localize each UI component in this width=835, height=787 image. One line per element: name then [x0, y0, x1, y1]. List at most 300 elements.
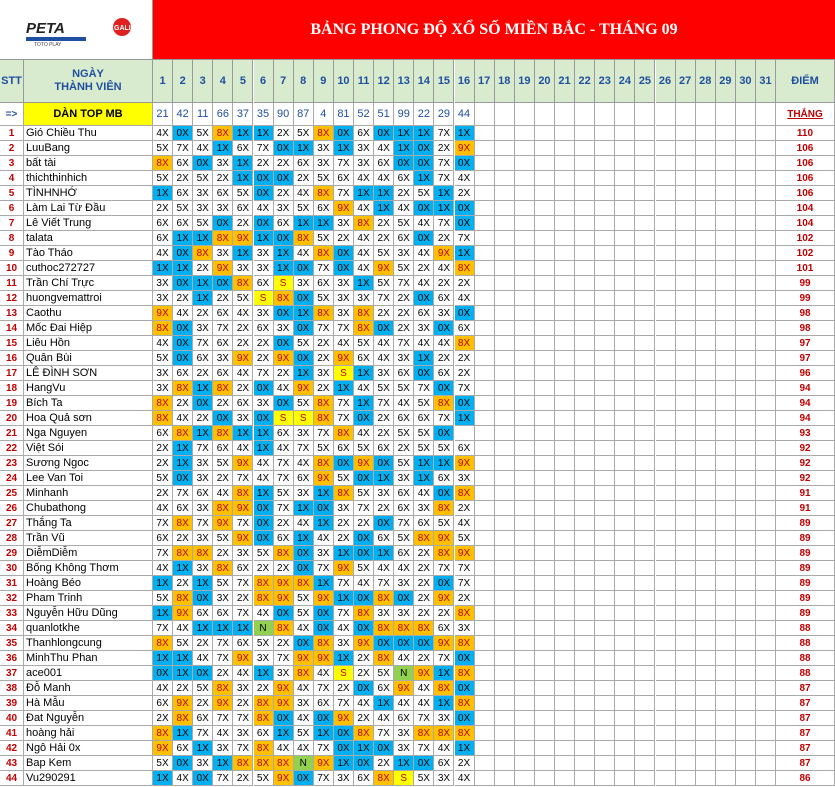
row-day-cell	[595, 636, 615, 651]
row-day-cell	[515, 396, 535, 411]
row-points: 91	[776, 501, 835, 516]
row-day-cell	[756, 381, 776, 396]
row-day-cell: 1X	[414, 471, 434, 486]
row-day-cell	[495, 336, 515, 351]
row-day-cell	[555, 261, 575, 276]
row-day-cell: 4X	[374, 711, 394, 726]
row-day-cell: 1X	[414, 126, 434, 141]
row-day-cell	[656, 396, 676, 411]
row-day-cell	[475, 201, 495, 216]
row-day-cell	[656, 141, 676, 156]
row-day-cell: 6X	[173, 501, 193, 516]
row-day-cell: 7X	[334, 156, 354, 171]
top-row-number	[716, 103, 736, 126]
row-day-cell	[736, 216, 756, 231]
row-day-cell	[575, 516, 595, 531]
row-day-cell: 3X	[254, 261, 274, 276]
row-day-cell: 7X	[434, 156, 454, 171]
row-day-cell	[515, 456, 535, 471]
row-day-cell	[736, 546, 756, 561]
row-day-cell	[635, 456, 655, 471]
row-day-cell: 0X	[274, 231, 294, 246]
row-day-cell: 0X	[254, 531, 274, 546]
row-day-cell: 9X	[213, 696, 233, 711]
row-day-cell: 6X	[334, 441, 354, 456]
row-day-cell	[656, 261, 676, 276]
row-day-cell	[515, 636, 535, 651]
top-row-number	[535, 103, 555, 126]
row-day-cell: 1X	[334, 381, 354, 396]
row-day-cell: 2X	[354, 666, 374, 681]
row-day-cell: 3X	[394, 726, 414, 741]
row-day-cell: 5X	[193, 126, 213, 141]
row-day-cell	[575, 621, 595, 636]
row-day-cell: 1X	[233, 126, 253, 141]
row-stt: 5	[0, 186, 24, 201]
row-day-cell	[575, 276, 595, 291]
row-day-cell	[475, 396, 495, 411]
row-day-cell: 2X	[354, 711, 374, 726]
row-day-cell	[515, 576, 535, 591]
row-day-cell	[595, 531, 615, 546]
row-day-cell: 2X	[374, 426, 394, 441]
row-day-cell: 4X	[374, 561, 394, 576]
row-day-cell: 6X	[294, 156, 314, 171]
row-day-cell	[615, 351, 635, 366]
row-day-cell: 0X	[414, 156, 434, 171]
row-day-cell: 1X	[193, 231, 213, 246]
row-day-cell	[656, 771, 676, 786]
row-day-cell: 7X	[374, 576, 394, 591]
row-day-cell: 0X	[173, 336, 193, 351]
row-day-cell: 7X	[193, 726, 213, 741]
top-row-number: 29	[434, 103, 454, 126]
row-day-cell	[756, 636, 776, 651]
row-day-cell: 2X	[374, 756, 394, 771]
row-points: 102	[776, 231, 835, 246]
row-day-cell	[575, 186, 595, 201]
row-day-cell: 7X	[434, 561, 454, 576]
row-day-cell: 1X	[254, 486, 274, 501]
row-day-cell: 1X	[173, 456, 193, 471]
row-day-cell	[736, 426, 756, 441]
row-day-cell	[635, 741, 655, 756]
row-day-cell	[595, 486, 615, 501]
row-day-cell: 4X	[394, 696, 414, 711]
row-day-cell	[736, 681, 756, 696]
row-day-cell	[475, 141, 495, 156]
row-day-cell	[756, 486, 776, 501]
top-row-number: 21	[153, 103, 173, 126]
row-day-cell	[535, 141, 555, 156]
row-day-cell	[696, 726, 716, 741]
row-day-cell: 0X	[193, 156, 213, 171]
row-day-cell	[555, 606, 575, 621]
row-day-cell: 1X	[254, 426, 274, 441]
row-day-cell: 1X	[374, 696, 394, 711]
row-day-cell	[696, 636, 716, 651]
row-day-cell: 1X	[173, 666, 193, 681]
row-day-cell	[635, 636, 655, 651]
row-day-cell: 4X	[274, 441, 294, 456]
row-day-cell	[535, 291, 555, 306]
row-day-cell: 0X	[274, 606, 294, 621]
row-day-cell	[535, 621, 555, 636]
row-day-cell	[716, 336, 736, 351]
row-day-cell: 4X	[153, 561, 173, 576]
row-day-cell	[756, 501, 776, 516]
row-day-cell	[535, 471, 555, 486]
row-day-cell	[635, 681, 655, 696]
row-day-cell	[495, 501, 515, 516]
row-day-cell	[555, 696, 575, 711]
row-day-cell: 7X	[233, 516, 253, 531]
row-day-cell: 0X	[334, 261, 354, 276]
row-day-cell	[756, 246, 776, 261]
row-day-cell	[475, 336, 495, 351]
row-day-cell: 5X	[414, 426, 434, 441]
row-day-cell	[555, 486, 575, 501]
row-day-cell	[495, 711, 515, 726]
row-day-cell: 8X	[374, 591, 394, 606]
row-day-cell	[515, 441, 535, 456]
row-day-cell: 1X	[294, 216, 314, 231]
row-day-cell: 5X	[153, 471, 173, 486]
row-day-cell	[515, 501, 535, 516]
row-points: 89	[776, 576, 835, 591]
row-day-cell: 0X	[294, 291, 314, 306]
row-day-cell	[676, 531, 696, 546]
row-day-cell	[635, 186, 655, 201]
row-day-cell: 3X	[394, 741, 414, 756]
row-day-cell	[535, 681, 555, 696]
row-day-cell: 2X	[455, 591, 475, 606]
row-day-cell: 1X	[294, 531, 314, 546]
row-day-cell: 1X	[254, 231, 274, 246]
row-day-cell: 6X	[334, 171, 354, 186]
row-day-cell	[736, 651, 756, 666]
row-stt: 18	[0, 381, 24, 396]
row-day-cell	[495, 126, 515, 141]
row-day-cell	[555, 546, 575, 561]
row-day-cell: 7X	[314, 426, 334, 441]
row-stt: 17	[0, 366, 24, 381]
row-day-cell	[495, 156, 515, 171]
row-day-cell: 8X	[455, 726, 475, 741]
row-day-cell	[535, 591, 555, 606]
row-day-cell: 5X	[374, 246, 394, 261]
row-day-cell	[495, 576, 515, 591]
row-day-cell	[615, 411, 635, 426]
row-day-cell: 4X	[173, 306, 193, 321]
row-member-name: Đat Nguyễn	[24, 711, 153, 726]
row-day-cell: 4X	[394, 561, 414, 576]
row-day-cell	[555, 246, 575, 261]
row-day-cell: 0X	[394, 156, 414, 171]
row-day-cell	[535, 561, 555, 576]
row-day-cell	[736, 141, 756, 156]
row-stt: 19	[0, 396, 24, 411]
row-day-cell: 8X	[374, 771, 394, 786]
row-day-cell: 8X	[455, 636, 475, 651]
row-day-cell: 7X	[434, 216, 454, 231]
row-day-cell: 5X	[414, 441, 434, 456]
row-stt: 40	[0, 711, 24, 726]
row-day-cell: 1X	[193, 276, 213, 291]
row-day-cell	[615, 681, 635, 696]
row-day-cell	[756, 366, 776, 381]
row-day-cell	[716, 156, 736, 171]
row-day-cell	[756, 546, 776, 561]
row-day-cell	[615, 276, 635, 291]
row-day-cell: 0X	[434, 576, 454, 591]
row-day-cell	[575, 636, 595, 651]
row-points: 98	[776, 306, 835, 321]
row-day-cell: 8X	[414, 531, 434, 546]
header-day: 6	[254, 60, 274, 103]
row-day-cell	[676, 456, 696, 471]
row-member-name: Trần Vũ	[24, 531, 153, 546]
row-day-cell	[555, 126, 575, 141]
row-day-cell	[716, 756, 736, 771]
row-day-cell	[635, 141, 655, 156]
row-day-cell: 4X	[354, 381, 374, 396]
row-day-cell	[595, 666, 615, 681]
row-day-cell	[635, 546, 655, 561]
row-day-cell	[495, 561, 515, 576]
row-day-cell	[595, 426, 615, 441]
row-day-cell	[555, 501, 575, 516]
row-day-cell	[475, 426, 495, 441]
row-day-cell	[756, 141, 776, 156]
row-day-cell: 8X	[254, 711, 274, 726]
row-day-cell: 3X	[314, 141, 334, 156]
row-day-cell	[555, 441, 575, 456]
row-day-cell	[656, 651, 676, 666]
row-day-cell: 0X	[434, 486, 454, 501]
row-day-cell	[736, 291, 756, 306]
row-day-cell: 4X	[294, 456, 314, 471]
row-day-cell: 3X	[254, 306, 274, 321]
row-day-cell: 0X	[334, 741, 354, 756]
row-stt: 30	[0, 561, 24, 576]
row-member-name: Vu290291	[24, 771, 153, 786]
row-day-cell: 4X	[374, 351, 394, 366]
row-day-cell: 5X	[354, 486, 374, 501]
row-day-cell: 7X	[173, 141, 193, 156]
row-day-cell	[535, 336, 555, 351]
row-day-cell: 3X	[193, 456, 213, 471]
row-day-cell: 0X	[455, 156, 475, 171]
row-day-cell	[716, 186, 736, 201]
row-day-cell	[595, 246, 615, 261]
row-day-cell	[696, 741, 716, 756]
row-day-cell	[475, 126, 495, 141]
row-day-cell: 1X	[354, 276, 374, 291]
row-day-cell: S	[334, 666, 354, 681]
row-day-cell	[595, 321, 615, 336]
row-day-cell: 4X	[294, 186, 314, 201]
row-day-cell: 4X	[173, 411, 193, 426]
row-day-cell: 8X	[254, 756, 274, 771]
row-day-cell	[555, 756, 575, 771]
row-day-cell: 9X	[233, 651, 253, 666]
row-day-cell	[595, 171, 615, 186]
row-day-cell	[515, 216, 535, 231]
row-points: 101	[776, 261, 835, 276]
header-day: 30	[736, 60, 756, 103]
row-day-cell: 7X	[394, 276, 414, 291]
row-day-cell: 6X	[374, 531, 394, 546]
row-day-cell	[475, 231, 495, 246]
row-day-cell	[555, 516, 575, 531]
row-day-cell: 4X	[173, 621, 193, 636]
row-day-cell	[756, 651, 776, 666]
row-day-cell: 6X	[233, 396, 253, 411]
row-day-cell: 6X	[294, 471, 314, 486]
row-day-cell: 3X	[193, 321, 213, 336]
row-day-cell: 0X	[354, 681, 374, 696]
row-day-cell: 2X	[394, 441, 414, 456]
row-day-cell	[575, 306, 595, 321]
row-day-cell	[595, 606, 615, 621]
row-day-cell	[676, 126, 696, 141]
row-day-cell: 3X	[254, 246, 274, 261]
row-day-cell: 2X	[455, 366, 475, 381]
header-points: ĐIỂM	[776, 60, 835, 103]
row-day-cell	[595, 471, 615, 486]
top-row-number	[676, 103, 696, 126]
peta-logo-icon	[0, 0, 153, 60]
row-day-cell	[615, 546, 635, 561]
row-day-cell: 7X	[354, 501, 374, 516]
row-day-cell	[736, 711, 756, 726]
row-member-name: Bích Ta	[24, 396, 153, 411]
row-stt: 7	[0, 216, 24, 231]
row-day-cell: 6X	[314, 696, 334, 711]
row-day-cell: 0X	[173, 126, 193, 141]
row-stt: 9	[0, 246, 24, 261]
header-day: 16	[455, 60, 475, 103]
row-day-cell	[716, 666, 736, 681]
row-stt: 14	[0, 321, 24, 336]
row-day-cell: 0X	[173, 276, 193, 291]
row-day-cell: 5X	[414, 771, 434, 786]
row-day-cell: 5X	[193, 216, 213, 231]
row-day-cell	[635, 531, 655, 546]
row-day-cell: 9X	[354, 456, 374, 471]
row-day-cell	[555, 381, 575, 396]
row-day-cell: 7X	[314, 321, 334, 336]
row-day-cell: 1X	[334, 141, 354, 156]
row-day-cell	[595, 726, 615, 741]
row-day-cell: 2X	[374, 306, 394, 321]
row-day-cell	[475, 501, 495, 516]
row-day-cell	[676, 306, 696, 321]
row-day-cell: 6X	[213, 336, 233, 351]
row-day-cell	[676, 726, 696, 741]
row-day-cell: 6X	[434, 756, 454, 771]
row-day-cell: 4X	[394, 396, 414, 411]
row-day-cell: 5X	[314, 291, 334, 306]
row-day-cell: N	[254, 621, 274, 636]
row-day-cell: 5X	[314, 171, 334, 186]
row-day-cell	[515, 426, 535, 441]
row-stt: 36	[0, 651, 24, 666]
row-day-cell: 0X	[294, 321, 314, 336]
row-day-cell: 2X	[394, 291, 414, 306]
row-day-cell: 5X	[254, 636, 274, 651]
row-day-cell	[515, 156, 535, 171]
row-day-cell	[495, 726, 515, 741]
row-day-cell	[656, 426, 676, 441]
row-points: 110	[776, 126, 835, 141]
row-day-cell	[595, 216, 615, 231]
row-day-cell	[615, 396, 635, 411]
row-day-cell	[515, 186, 535, 201]
row-day-cell: 8X	[254, 591, 274, 606]
row-day-cell: 8X	[354, 216, 374, 231]
row-day-cell: 8X	[153, 396, 173, 411]
row-member-name: ace001	[24, 666, 153, 681]
row-day-cell	[595, 681, 615, 696]
row-day-cell: 7X	[153, 621, 173, 636]
row-day-cell: 0X	[414, 231, 434, 246]
row-day-cell	[575, 591, 595, 606]
row-day-cell	[555, 591, 575, 606]
top-row-number	[656, 103, 676, 126]
row-day-cell: 4X	[334, 336, 354, 351]
row-day-cell: 7X	[233, 606, 253, 621]
row-day-cell	[716, 201, 736, 216]
row-day-cell	[716, 261, 736, 276]
row-day-cell: 9X	[334, 201, 354, 216]
row-day-cell: 1X	[434, 201, 454, 216]
row-day-cell	[535, 321, 555, 336]
row-day-cell: 8X	[213, 231, 233, 246]
row-day-cell: 8X	[153, 411, 173, 426]
row-day-cell: 2X	[274, 636, 294, 651]
row-stt: 44	[0, 771, 24, 786]
row-day-cell	[736, 126, 756, 141]
row-day-cell	[615, 576, 635, 591]
row-day-cell: 1X	[294, 366, 314, 381]
row-day-cell: 2X	[233, 771, 253, 786]
row-stt: 22	[0, 441, 24, 456]
row-day-cell: 8X	[153, 726, 173, 741]
row-day-cell: 8X	[294, 231, 314, 246]
row-day-cell	[635, 321, 655, 336]
row-day-cell	[696, 261, 716, 276]
row-day-cell: 4X	[193, 141, 213, 156]
row-day-cell: 5X	[173, 201, 193, 216]
row-day-cell: 1X	[334, 651, 354, 666]
row-day-cell	[575, 231, 595, 246]
row-member-name: Trần Chí Trực	[24, 276, 153, 291]
row-day-cell	[736, 336, 756, 351]
row-day-cell	[676, 561, 696, 576]
row-day-cell: 0X	[193, 666, 213, 681]
row-day-cell: 1X	[193, 741, 213, 756]
logo-badge: GALI	[114, 25, 131, 32]
row-day-cell	[656, 531, 676, 546]
row-day-cell: 6X	[394, 231, 414, 246]
row-points: 93	[776, 426, 835, 441]
row-day-cell	[595, 381, 615, 396]
row-day-cell	[635, 591, 655, 606]
row-day-cell	[615, 261, 635, 276]
row-day-cell: 9X	[213, 516, 233, 531]
